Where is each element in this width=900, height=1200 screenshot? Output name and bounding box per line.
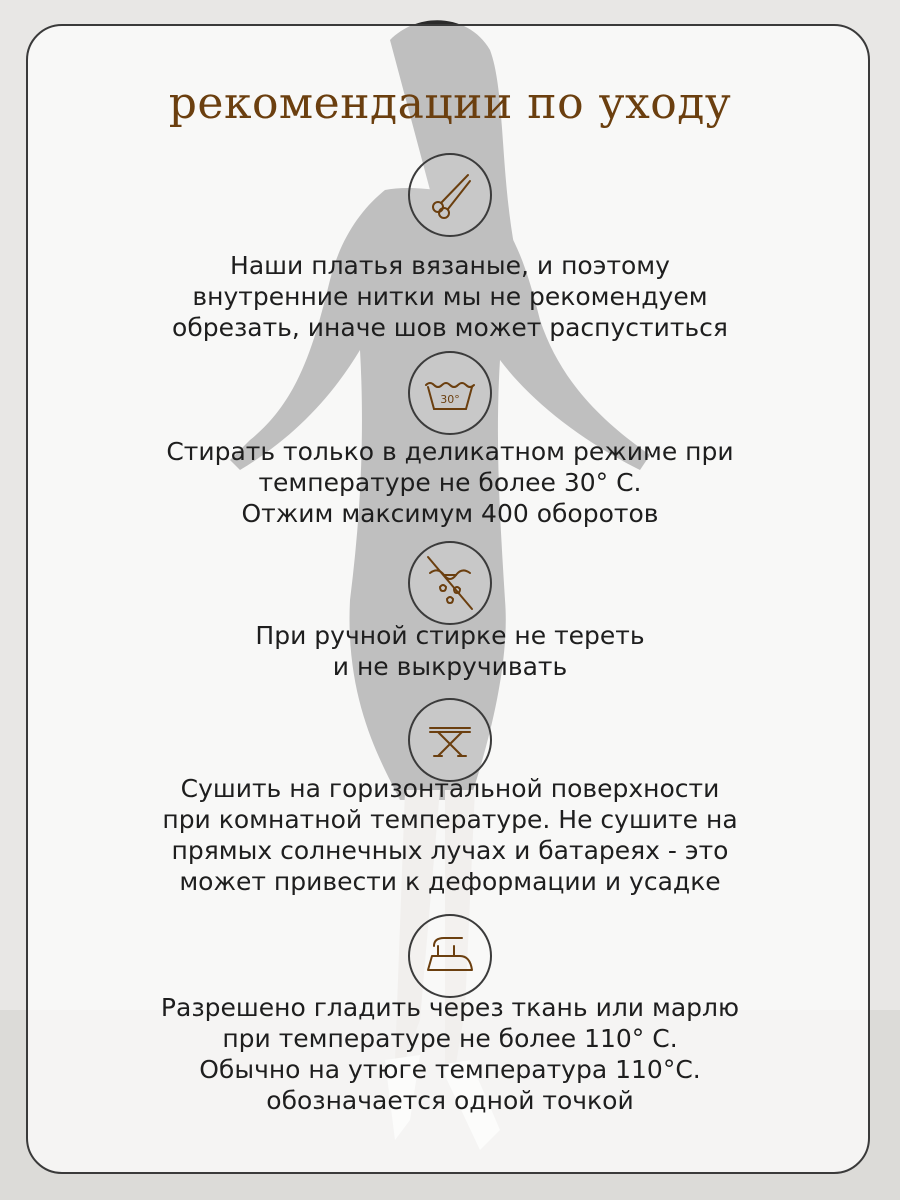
text-line: Отжим максимум 400 оборотов <box>241 499 659 528</box>
section-handwash <box>120 620 780 682</box>
text-line: Сушить на горизонтальной поверхности <box>180 774 720 803</box>
text-line: обозначается одной точкой <box>266 1086 634 1115</box>
section-iron <box>120 992 780 1116</box>
text-line: прямых солнечных лучах и батареях - это <box>171 836 729 865</box>
text-line: При ручной стирке не тереть <box>255 621 645 650</box>
iron-icon <box>408 914 492 998</box>
section-trim <box>120 250 780 343</box>
text-line: температуре не более 30° C. <box>258 468 642 497</box>
section-wash <box>120 436 780 529</box>
text-line: обрезать, иначе шов может распуститься <box>172 313 728 342</box>
text-line: и не выкручивать <box>332 652 568 681</box>
text-line: при температуре не более 110° C. <box>222 1024 678 1053</box>
text-line: при комнатной температуре. Не сушите на <box>162 805 738 834</box>
text-line: Наши платья вязаные, и поэтому <box>230 251 670 280</box>
scissors-icon <box>408 153 492 237</box>
text-line: Разрешено гладить через ткань или марлю <box>160 993 740 1022</box>
svg-text:30°: 30° <box>440 393 460 406</box>
page-title: рекомендации по уходу <box>168 78 732 129</box>
text-line: может привести к деформации и усадке <box>179 867 721 896</box>
text-line: Обычно на утюге температура 110°C. <box>199 1055 701 1084</box>
dry-flat-icon <box>408 698 492 782</box>
text-line: Стирать только в деликатном режиме при <box>166 437 734 466</box>
section-dry <box>120 773 780 897</box>
wash-30-icon <box>408 351 492 435</box>
no-wring-icon <box>408 541 492 625</box>
text-line: внутренние нитки мы не рекомендуем <box>192 282 708 311</box>
